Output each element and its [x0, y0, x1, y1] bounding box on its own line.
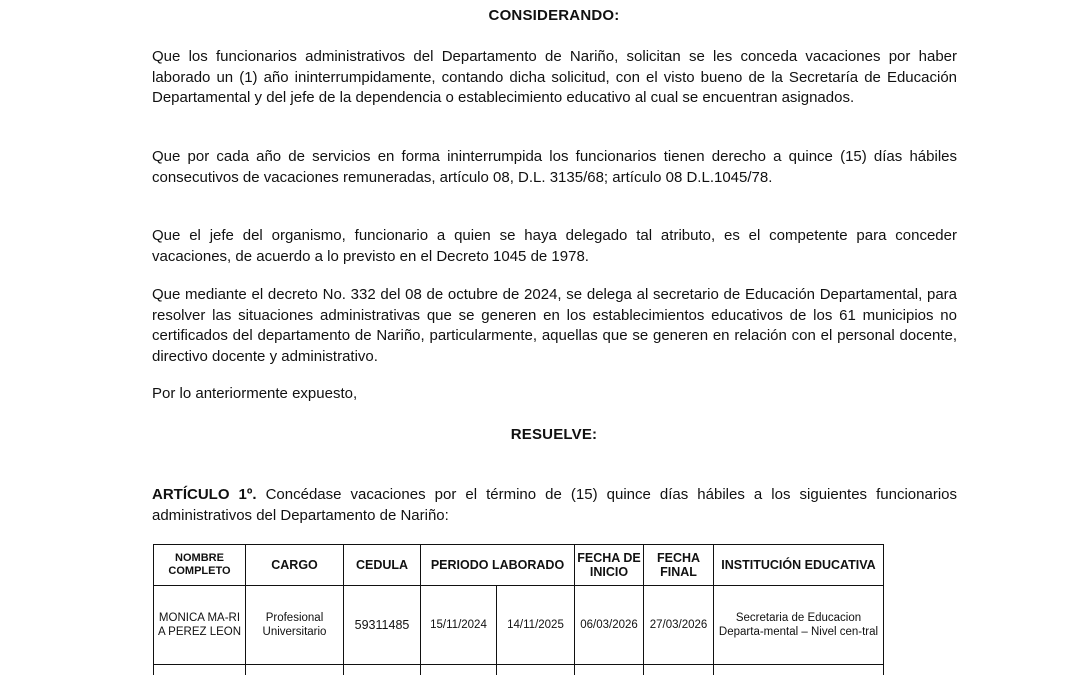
cell-empty	[714, 665, 884, 675]
cell-fecha-inicio: 06/03/2026	[575, 586, 644, 665]
cell-periodo-desde: 15/11/2024	[421, 586, 497, 665]
table-header-row	[154, 545, 884, 586]
paragraph-derecho-vacaciones: Que por cada año de servicios en forma ininterrumpida los funcionarios tienen derecho a quince (15) días hábiles consecutivos de vacaciones remuneradas, artículo 08, D.L. 3135/68; artículo 08 D.L.1045/78.	[152, 148, 957, 186]
cell-empty	[154, 665, 246, 675]
cell-fecha-final: 27/03/2026	[644, 586, 714, 665]
vacaciones-table	[153, 544, 884, 675]
cell-periodo-hasta: 14/11/2025	[497, 586, 575, 665]
cell-cedula: 59311485	[344, 586, 421, 665]
header-cedula: CEDULA	[344, 545, 421, 586]
paragraph-competencia: Que el jefe del organismo, funcionario a quien se haya delegado tal atributo, es el competente para conceder vacaciones, de acuerdo a lo previsto en el Decreto 1045 de 1978.	[152, 227, 957, 265]
articulo-1-label: ARTÍCULO 1º.	[152, 486, 257, 503]
paragraph-expuesto: Por lo anteriormente expuesto,	[152, 385, 358, 402]
table-row-empty	[154, 665, 884, 675]
header-fecha-final: FECHA FINAL	[644, 545, 714, 586]
cell-empty	[344, 665, 421, 675]
cell-empty	[421, 665, 497, 675]
cell-empty	[644, 665, 714, 675]
considerando-heading: CONSIDERANDO:	[488, 7, 620, 24]
articulo-1-text: Concédase vacaciones por el término de (15) quince días hábiles a los siguientes funcionarios administrativos del Departamento de Nariño:	[152, 486, 957, 524]
cell-nombre: MONICA MA-RIA PEREZ LEON	[154, 586, 246, 665]
header-nombre: NOMBRE COMPLETO	[154, 545, 246, 586]
paragraph-solicitud-vacaciones: Que los funcionarios administrativos del Departamento de Nariño, solicitan se les conceda vacaciones por haber laborado un (1) año ininterrumpidamente, contando dicha solicitud, con el visto bueno de la Secretaría de Educación Departamental y del jefe de la dependencia o establecimiento educativo al cual se encuentran asignados.	[152, 48, 957, 106]
resuelve-heading: RESUELVE:	[510, 426, 598, 443]
cell-empty	[246, 665, 344, 675]
cell-cargo: Profesional Universitario	[246, 586, 344, 665]
header-cargo: CARGO	[246, 545, 344, 586]
articulo-1-paragraph	[152, 485, 957, 526]
header-periodo: PERIODO LABORADO	[421, 545, 575, 586]
cell-empty	[497, 665, 575, 675]
table-row	[154, 586, 884, 665]
header-fecha-inicio: FECHA DE INICIO	[575, 545, 644, 586]
cell-institucion: Secretaria de Educacion Departa-mental – Nivel cen-tral	[714, 586, 884, 665]
paragraph-decreto-delegacion: Que mediante el decreto No. 332 del 08 de octubre de 2024, se delega al secretario de Educación Departamental, para resolver las situaciones administrativas que se generen en los establecimientos educativos de los 61 municipios no certificados del departamento de Nariño, particularmente, aquellas que se generen en relación con el personal docente, directivo docente y administrativo.	[152, 286, 957, 365]
cell-empty	[575, 665, 644, 675]
header-institucion: INSTITUCIÓN EDUCATIVA	[714, 545, 884, 586]
